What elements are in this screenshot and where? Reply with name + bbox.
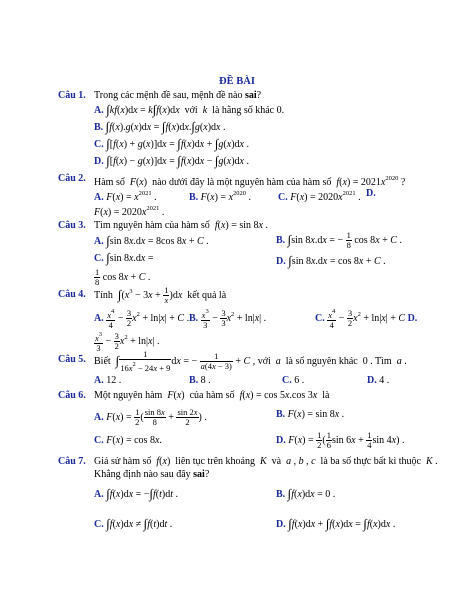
question-5-option-c[interactable]: C. 6 .: [282, 375, 305, 386]
question-3-option-d[interactable]: D. ∫sin 8x.dx = cos 8x + C .: [276, 253, 386, 268]
question-7-option-a[interactable]: A. ∫f(x)dx = −∫f(t)dt .: [94, 486, 179, 501]
question-3-option-b[interactable]: B. ∫sin 8x.dx = − $\frac{1}{8}$ cos 8x + C .: [276, 230, 402, 250]
question-1-stem: Trong các mệnh đề sau, mệnh đề nào sai?: [94, 90, 262, 101]
question-1-label: Câu 1.: [58, 90, 86, 101]
question-6-option-b[interactable]: B. F(x) = sin 8x .: [276, 409, 345, 420]
question-7-option-d[interactable]: D. ∫f(x)dx + ∫f(x)dx = ∫f(x)dx .: [276, 516, 396, 531]
question-4-option-a[interactable]: A. $\frac{x^4}{4}$ − $\frac{3}{2}$ $x^2 + \ln|x| + C$ .: [94, 308, 190, 330]
question-4-option-d[interactable]: $\frac{x^3}{3}$ − $\frac{3}{2}$ $x^2 + \ln|x|$ .: [95, 331, 160, 353]
question-7-option-c[interactable]: C. ∫f(x)dx ≠ ∫f(t)dt .: [94, 516, 173, 531]
question-7-stem: Giả sử hàm số f(x) liên tục trên khoảng K và a , b , c là ba số thực bất kì thuộc K .: [94, 456, 438, 467]
question-4-label: Câu 4.: [58, 289, 86, 300]
question-6-option-c[interactable]: C. F(x) = cos 8x.: [94, 435, 162, 446]
question-6-stem: Một nguyên hàm F(x) của hàm số f(x) = cos 5x.cos 3x là: [94, 390, 330, 401]
question-2-option-d[interactable]: D.: [366, 188, 376, 199]
question-2-option-b[interactable]: B. $F(x) = x^{2020}$ .: [189, 190, 252, 203]
question-1-option-b[interactable]: B. ∫f(x).g(x)dx = ∫f(x)dx.∫g(x)dx .: [94, 119, 226, 134]
question-3-option-c[interactable]: C. ∫sin 8x.dx =: [94, 250, 154, 265]
question-2-option-a[interactable]: A. $F(x) = x^{2021}$ .: [94, 190, 157, 203]
question-4-stem: Tính $\int(x^3 - 3x$ + $\frac{1}{x}$ )dx kết quả là: [94, 285, 227, 306]
question-3-stem: Tìm nguyên hàm của hàm số f(x) = sin 8x .: [94, 220, 268, 231]
question-4-option-c[interactable]: C. $\frac{x^4}{4}$ − $\frac{3}{2}$ $x^2 + \ln|x| + C$ D.: [315, 308, 418, 330]
question-5-option-b[interactable]: B. 8 .: [189, 375, 211, 386]
question-1-option-a[interactable]: A. ∫kf(x)dx = k∫f(x)dx với k là hằng số khác 0.: [94, 102, 285, 117]
question-5-option-a[interactable]: A. 12 .: [94, 375, 122, 386]
question-3-option-a[interactable]: A. ∫sin 8x.dx = 8cos 8x + C .: [94, 233, 209, 248]
question-2-label: Câu 2.: [58, 173, 86, 184]
question-5-label: Câu 5.: [58, 354, 86, 365]
question-2-stem: Hàm số F(x) nào dưới đây là một nguyên hàm của hàm số $f(x) = 2021x^{2020}$ ?: [94, 175, 406, 188]
question-6-option-d[interactable]: D. F(x) = $\frac{1}{2}$ ( $\frac{1}{6}$ sin 6x + $\frac{1}{4}$ sin 4x) .: [276, 430, 405, 450]
question-6-label: Câu 6.: [58, 390, 86, 401]
question-2-option-c[interactable]: C. $F(x) = 2020x^{2021}$ .: [278, 190, 361, 203]
question-5-stem: Biết ∫ $\frac{1}{16x^2 - 24x + 9}$ dx = − $\frac{1}{a(4x - 3)}$ + C , với a là số nguyên khác 0 . Tìm a .: [94, 349, 407, 373]
page-title: ĐỀ BÀI: [219, 76, 255, 87]
question-1-option-c[interactable]: C. ∫[f(x) + g(x)]dx = ∫f(x)dx + ∫g(x)dx .: [94, 136, 249, 151]
question-5-option-d[interactable]: D. 4 .: [367, 375, 390, 386]
question-2-option-d-text: $F(x) = 2020x^{2021}$ .: [94, 205, 165, 218]
question-7-stem2: Khẳng định nào sau đây sai?: [94, 469, 210, 480]
question-1-option-d[interactable]: D. ∫[f(x) − g(x)]dx = ∫f(x)dx − ∫g(x)dx .: [94, 153, 249, 168]
question-4-option-b[interactable]: B. $\frac{x^3}{3}$ − $\frac{3}{3}$ $x^2 + \ln|x|$ .: [189, 308, 267, 330]
question-7-option-b[interactable]: B. ∫f(x)dx = 0 .: [276, 486, 336, 501]
question-7-label: Câu 7.: [58, 456, 86, 467]
question-6-option-a[interactable]: A. F(x) = $\frac{1}{2}$ ( $\frac{\sin 8x}{8}$ + $\frac{\sin 2x}{2}$ ) .: [94, 407, 207, 427]
question-3-label: Câu 3.: [58, 220, 86, 231]
question-3-option-c-cont: $\frac{1}{8}$ cos 8x + C .: [95, 267, 151, 287]
